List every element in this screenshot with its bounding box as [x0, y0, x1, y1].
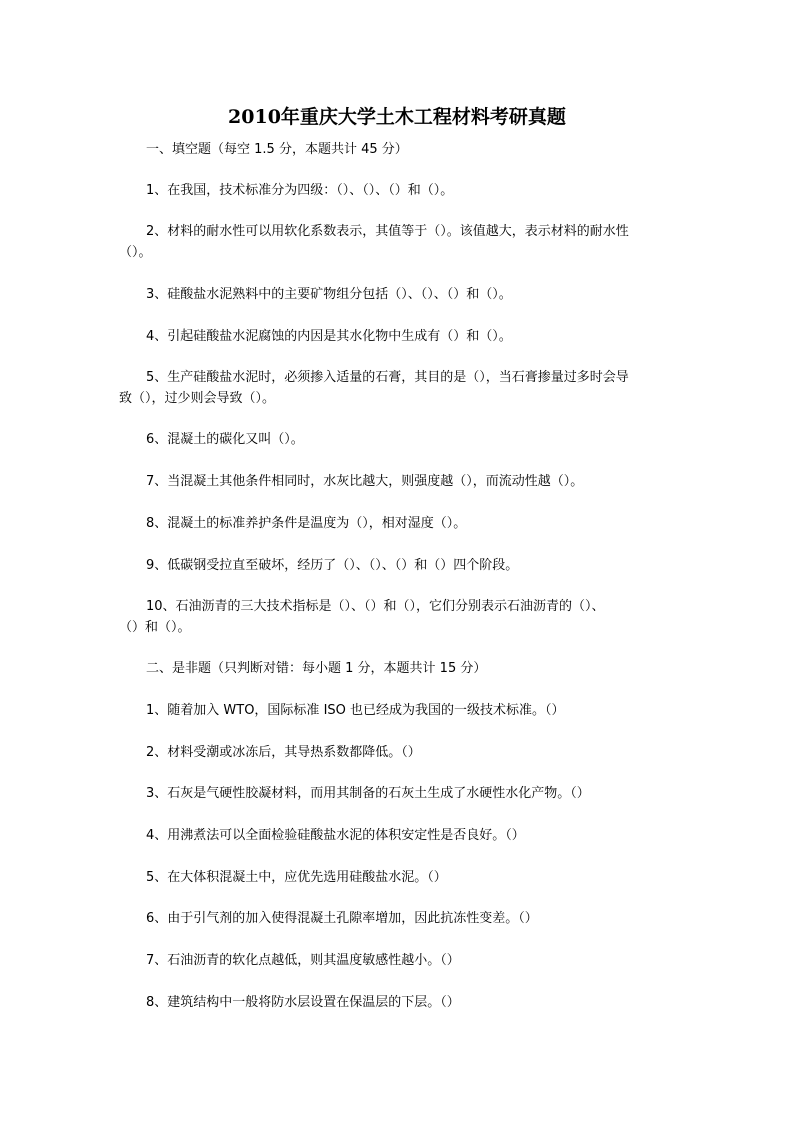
question-1-1: 1、在我国，技术标准分为四级：（）、（）、（）和（）。 [146, 183, 454, 198]
question-1-2-line2: （）。 [119, 245, 152, 260]
question-1-10-line2: （）和（）。 [119, 620, 191, 635]
question-1-3: 3、硅酸盐水泥熟料中的主要矿物组分包括（）、（）、（）和（）。 [146, 287, 512, 302]
question-2-1: 1、随着加入 WTO，国际标准 ISO 也已经成为我国的一级技术标准。（） [146, 703, 565, 718]
question-1-8: 8、混凝土的标准养护条件是温度为（），相对湿度（）。 [146, 516, 467, 531]
question-1-10-line1: 10、石油沥青的三大技术指标是（）、（）和（），它们分别表示石油沥青的（）、 [146, 599, 605, 614]
section2-heading: 二、是非题（只判断对错：每小题 1 分，本题共计 15 分） [146, 661, 487, 676]
document-title: 2010年重庆大学土木工程材料考研真题 [228, 106, 566, 128]
question-1-2-line1: 2、材料的耐水性可以用软化系数表示，其值等于（）。该值越大，表示材料的耐水性 [146, 224, 629, 239]
question-1-6: 6、混凝土的碳化又叫（）。 [146, 432, 304, 447]
question-2-3: 3、石灰是气硬性胶凝材料，而用其制备的石灰土生成了水硬性水化产物。（） [146, 786, 590, 801]
question-2-7: 7、石油沥青的软化点越低，则其温度敏感性越小。（） [146, 953, 460, 968]
section1-heading: 一、填空题（每空 1.5 分，本题共计 45 分） [146, 142, 408, 157]
question-2-2: 2、材料受潮或冰冻后，其导热系数都降低。（） [146, 745, 421, 760]
question-1-4: 4、引起硅酸盐水泥腐蚀的内因是其水化物中生成有（）和（）。 [146, 329, 512, 344]
question-1-7: 7、当混凝土其他条件相同时，水灰比越大，则强度越（），而流动性越（）。 [146, 474, 584, 489]
question-2-5: 5、在大体积混凝土中，应优先选用硅酸盐水泥。（） [146, 870, 447, 885]
question-1-9: 9、低碳钢受拉直至破坏，经历了（）、（）、（）和（）四个阶段。 [146, 558, 519, 573]
question-1-5-line2: 致（），过少则会导致（）。 [119, 391, 276, 406]
question-1-5-line1: 5、生产硅酸盐水泥时，必须掺入适量的石膏，其目的是（），当石膏掺量过多时会导 [146, 370, 629, 385]
question-2-6: 6、由于引气剂的加入使得混凝土孔隙率增加，因此抗冻性变差。（） [146, 911, 538, 926]
question-2-4: 4、用沸煮法可以全面检验硅酸盐水泥的体积安定性是否良好。（） [146, 828, 525, 843]
question-2-8: 8、建筑结构中一般将防水层设置在保温层的下层。（） [146, 995, 460, 1010]
